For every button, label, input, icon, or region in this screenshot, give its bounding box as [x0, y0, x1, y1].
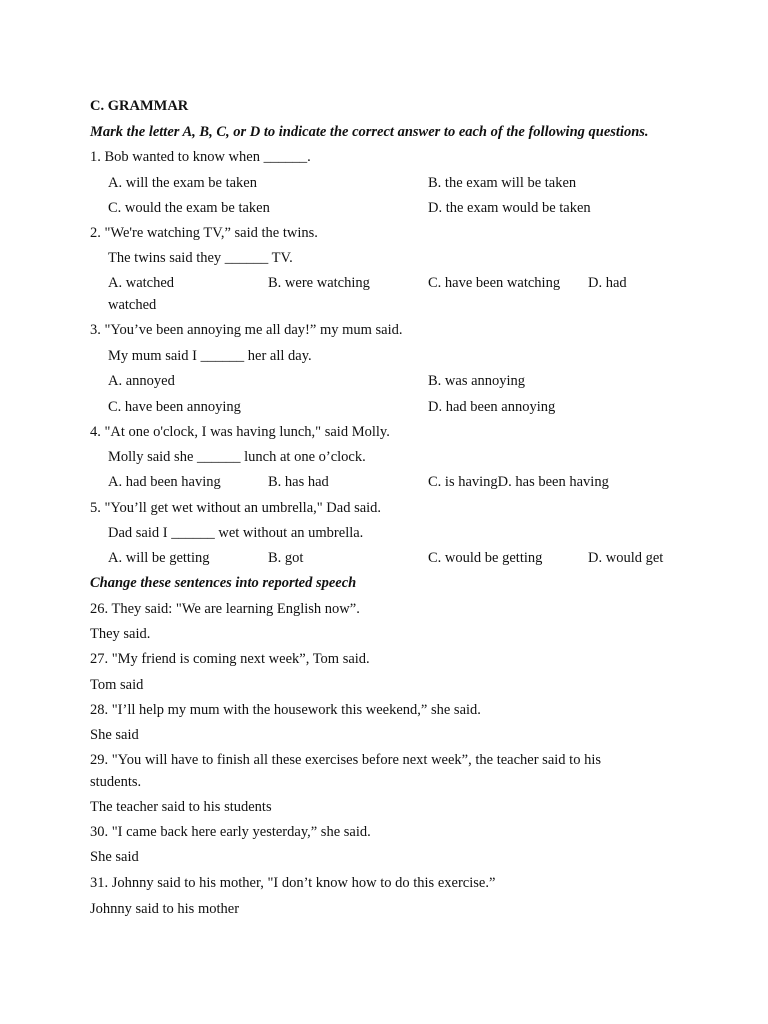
option-a: A. annoyed: [108, 373, 175, 389]
reported-answer-start: She said: [90, 727, 139, 743]
option-a: A. will be getting: [108, 550, 210, 566]
option-c: C. would the exam be taken: [108, 200, 270, 216]
option-d: D. had: [588, 275, 627, 291]
reported-question: 31. Johnny said to his mother, "I don’t know how to do this exercise.”: [90, 875, 496, 891]
question-stem: 2. "We're watching TV,” said the twins.: [90, 225, 318, 241]
instruction-reported-speech: Change these sentences into reported speech: [90, 575, 357, 591]
question-sentence: My mum said I ______ her all day.: [108, 348, 312, 364]
option-a: A. had been having: [108, 474, 221, 490]
option-c-d: C. is havingD. has been having: [428, 474, 609, 490]
option-d-continued: watched: [108, 297, 157, 313]
reported-question: 30. "I came back here early yesterday,” she said.: [90, 824, 371, 840]
question-stem: 4. "At one o'clock, I was having lunch," said Molly.: [90, 424, 390, 440]
option-c: C. have been annoying: [108, 399, 241, 415]
question-stem: 1. Bob wanted to know when ______.: [90, 149, 311, 165]
option-b: B. has had: [268, 474, 329, 490]
option-d: D. would get: [588, 550, 664, 566]
reported-answer-start: Tom said: [90, 677, 144, 693]
option-c: C. would be getting: [428, 550, 543, 566]
question-sentence: Molly said she ______ lunch at one o’clock.: [108, 449, 366, 465]
option-a: A. watched: [108, 275, 175, 291]
section-title: C. GRAMMAR: [90, 98, 189, 114]
reported-answer-start: They said.: [90, 626, 151, 642]
reported-question: 26. They said: "We are learning English now”.: [90, 601, 360, 617]
reported-question: 27. "My friend is coming next week”, Tom said.: [90, 651, 370, 667]
option-b: B. were watching: [268, 275, 370, 291]
option-a: A. will the exam be taken: [108, 175, 257, 191]
option-b: B. got: [268, 550, 304, 566]
option-d: D. the exam would be taken: [428, 200, 591, 216]
reported-answer-start: The teacher said to his students: [90, 799, 272, 815]
question-sentence: The twins said they ______ TV.: [108, 250, 293, 266]
instruction-multiple-choice: Mark the letter A, B, C, or D to indicate the correct answer to each of the following questions.: [90, 124, 649, 140]
option-c: C. have been watching: [428, 275, 561, 291]
option-d: D. had been annoying: [428, 399, 556, 415]
question-stem: 5. "You’ll get wet without an umbrella," Dad said.: [90, 500, 382, 516]
question-sentence: Dad said I ______ wet without an umbrella.: [108, 525, 364, 541]
reported-question: 29. "You will have to finish all these exercises before next week”, the teacher said to his: [90, 752, 601, 768]
reported-answer-start: She said: [90, 849, 139, 865]
reported-question-continued: students.: [90, 774, 142, 790]
question-stem: 3. "You’ve been annoying me all day!” my mum said.: [90, 322, 403, 338]
reported-question: 28. "I’ll help my mum with the housework this weekend,” she said.: [90, 702, 481, 718]
option-b: B. the exam will be taken: [428, 175, 577, 191]
option-b: B. was annoying: [428, 373, 526, 389]
reported-answer-start: Johnny said to his mother: [90, 901, 240, 917]
